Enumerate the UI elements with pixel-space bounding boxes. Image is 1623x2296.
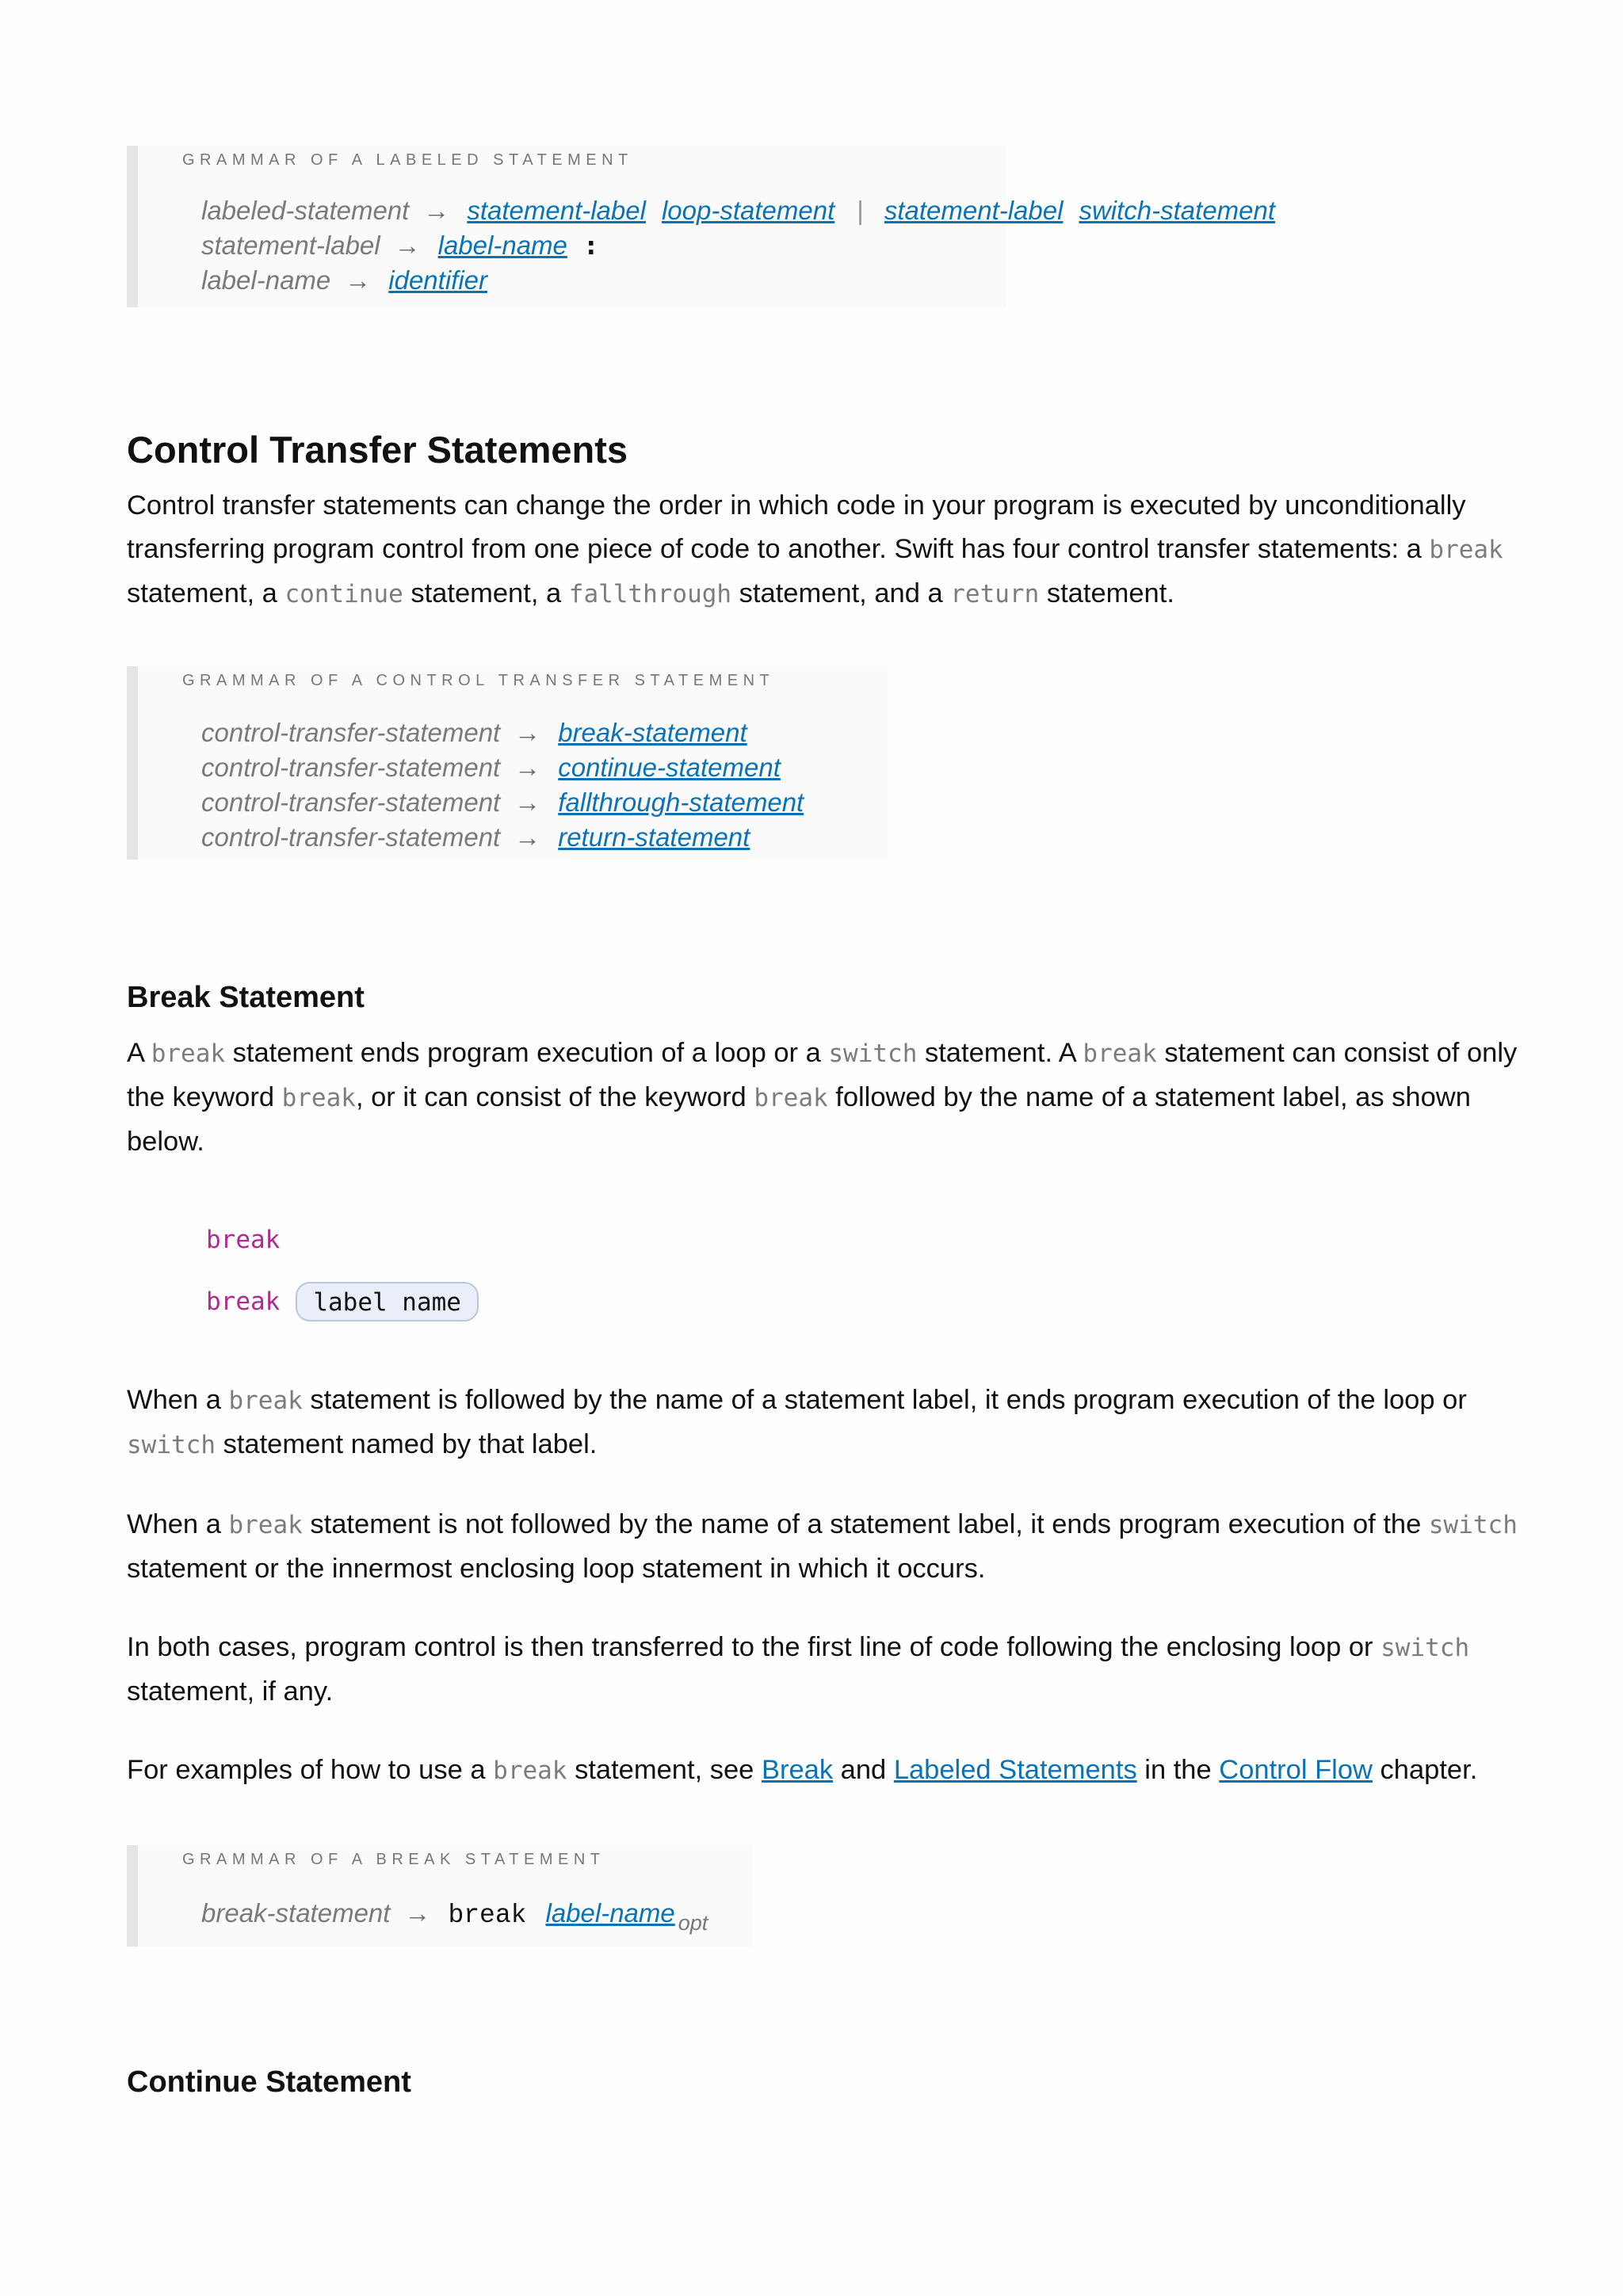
inline-code: return <box>950 580 1040 608</box>
inline-code: switch <box>828 1039 918 1068</box>
inline-code: switch <box>1381 1634 1470 1662</box>
grammar-rule: control-transfer-statement → break-statement <box>201 715 819 750</box>
grammar-break-statement <box>127 1845 753 1947</box>
inline-code: break <box>228 1511 303 1539</box>
keyword: break <box>206 1287 281 1316</box>
inline-code: break <box>151 1039 226 1068</box>
label-name-placeholder: label name <box>296 1282 479 1322</box>
grammar-labeled-statement <box>127 146 1276 307</box>
grammar-title: GRAMMAR OF A BREAK STATEMENT <box>182 1851 605 1868</box>
grammar-link[interactable]: label-name <box>545 1898 675 1928</box>
paragraph: When a break statement is followed by the name of a statement label, it ends program execution of the loop or switch statement named by that label. <box>127 1385 1467 1459</box>
grammar-link[interactable]: statement-label <box>467 196 646 225</box>
arrow-icon: → <box>514 788 541 817</box>
link-labeled-statements[interactable]: Labeled Statements <box>893 1755 1137 1785</box>
inline-code: break <box>1429 536 1503 564</box>
grammar-title: GRAMMAR OF A CONTROL TRANSFER STATEMENT <box>182 672 775 689</box>
link-control-flow[interactable]: Control Flow <box>1219 1755 1373 1785</box>
keyword: break <box>206 1226 281 1254</box>
inline-code: switch <box>127 1431 216 1459</box>
subsection-heading: Break Statement <box>127 981 365 1014</box>
grammar-link[interactable]: break-statement <box>558 718 747 747</box>
grammar-link[interactable]: return-statement <box>558 822 750 852</box>
inline-code: break <box>754 1084 828 1112</box>
paragraph: For examples of how to use a break statement, see Break and Labeled Statements in the Control Flow chapter. <box>127 1755 1478 1785</box>
colon-terminal: : <box>582 230 599 261</box>
paragraph: A break statement ends program execution of a loop or a switch statement. A break statement can consist of only the keyword break, or it can consist of the keyword break followed by the name of a statement label, as shown below. <box>127 1038 1518 1157</box>
arrow-icon: → <box>345 265 372 295</box>
grammar-link[interactable]: identifier <box>388 265 487 295</box>
inline-code: break <box>1083 1039 1157 1068</box>
nonterminal: statement-label <box>201 231 380 260</box>
subsection-heading: Continue Statement <box>127 2065 411 2099</box>
inline-code: break <box>228 1386 303 1415</box>
paragraph: Control transfer statements can change the order in which code in your program is executed by unconditionally transferring program control from one piece of code to another. Swift has four control transfer statements: a break statement, a continue statement, a fallthrough statement, and a return statement. <box>127 490 1503 608</box>
grammar-link[interactable]: switch-statement <box>1079 196 1276 225</box>
grammar-rule: break-statement → break label-name $_{opt}$ <box>201 1896 708 1931</box>
grammar-link[interactable]: fallthrough-statement <box>558 788 804 817</box>
inline-code: fallthrough <box>568 580 732 608</box>
code-block <box>206 1220 479 1322</box>
arrow-icon: → <box>423 196 450 225</box>
grammar-title: GRAMMAR OF A LABELED STATEMENT <box>182 151 633 169</box>
grammar-control-transfer-statement <box>127 666 888 860</box>
grammar-link[interactable]: statement-label <box>884 196 1064 225</box>
code-line <box>206 1282 479 1322</box>
inline-code: switch <box>1428 1511 1518 1539</box>
grammar-rule <box>201 228 1291 263</box>
arrow-icon: → <box>514 822 541 852</box>
inline-code: break <box>493 1756 567 1785</box>
grammar-link[interactable]: loop-statement <box>661 196 835 225</box>
grammar-link[interactable]: continue-statement <box>558 753 781 782</box>
grammar-rule: control-transfer-statement → fallthrough-statement <box>201 785 819 820</box>
arrow-icon: → <box>394 231 421 260</box>
inline-code: break <box>281 1084 356 1112</box>
grammar-rule: control-transfer-statement → return-statement <box>201 820 819 855</box>
grammar-rule <box>201 263 1291 298</box>
alternation-bar: | <box>857 196 864 225</box>
grammar-rule <box>201 193 1291 228</box>
optional-marker: opt <box>678 1911 708 1935</box>
arrow-icon: → <box>514 718 541 747</box>
link-break[interactable]: Break <box>761 1755 834 1785</box>
arrow-icon: → <box>404 1898 431 1928</box>
terminal-keyword: break <box>448 1901 527 1930</box>
nonterminal: labeled-statement <box>201 196 410 225</box>
grammar-rule: control-transfer-statement → continue-statement <box>201 750 819 785</box>
arrow-icon: → <box>514 753 541 782</box>
inline-code: continue <box>285 580 403 608</box>
grammar-link[interactable]: label-name <box>437 231 567 260</box>
code-line <box>206 1220 479 1260</box>
section-heading: Control Transfer Statements <box>127 429 628 471</box>
paragraph: When a break statement is not followed by the name of a statement label, it ends program execution of the switch statement or the innermost enclosing loop statement in which it occurs. <box>127 1509 1518 1584</box>
paragraph: In both cases, program control is then transferred to the first line of code following the enclosing loop or switch statement, if any. <box>127 1632 1470 1707</box>
nonterminal: label-name <box>201 265 331 295</box>
